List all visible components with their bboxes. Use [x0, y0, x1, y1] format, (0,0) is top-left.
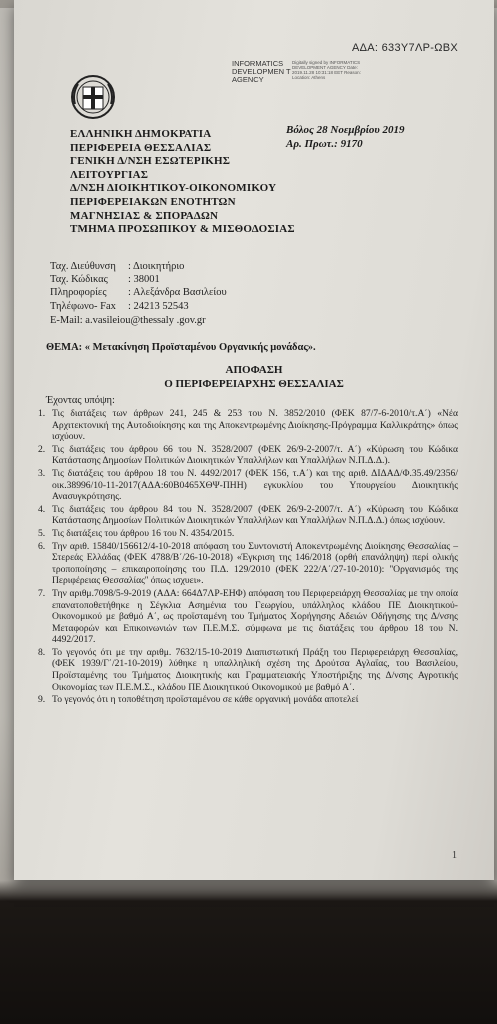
item-text: Τις διατάξεις του άρθρου 16 του Ν. 4354/2015.: [52, 527, 235, 539]
decision-title: ΑΠΟΦΑΣΗ: [225, 364, 283, 376]
contact-row: [50, 300, 227, 313]
contact-label: Ταχ. Κώδικας: [50, 274, 108, 286]
digital-signature-label: INFORMATICS DEVELOPMEN T AGENCY: [232, 59, 291, 84]
letterhead: [70, 128, 295, 237]
decision-intro: Έχοντας υπόψη:: [46, 395, 115, 406]
contact-row: [50, 260, 227, 273]
protocol-number: Αρ. Πρωτ.: 9170: [286, 137, 363, 150]
letterhead-line: ΤΜΗΜΑ ΠΡΟΣΩΠΙΚΟΥ & ΜΙΣΘΟΔΟΣΙΑΣ: [70, 223, 295, 236]
greek-emblem-icon: [70, 74, 116, 120]
item-text: Την αριθ. 15840/156612/4-10-2018 απόφαση του Συντονιστή Αποκεντρωμένης Διοίκησης Θεσσαλίας – Στερεάς Ελλάδας (ΦΕΚ 4788/Β΄/26-10-2018) «Έγκριση της 146/2018 (ορθή επανάληψη) περί ολικής τροποποίησης – επικαιροποίησης του Π.Δ. 129/2010 (ΦΕΚ 222/Α΄/27-10-2010): ''Οργανισμός της Περιφέρειας Θεσσαλίας'' όπως ισχυει».: [52, 540, 458, 587]
letterhead-line: Δ/ΝΣΗ ΔΙΟΙΚΗΤΙΚΟΥ-ΟΙΚΟΝΟΜΙΚΟΥ: [70, 182, 277, 195]
contact-email: E-Mail: a.vasileiou@thessaly .gov.gr: [50, 315, 206, 326]
letterhead-line: ΓΕΝΙΚΗ Δ/ΝΣΗ ΕΣΩΤΕΡΙΚΗΣ: [70, 155, 231, 168]
item-number: 2.: [38, 443, 46, 455]
letterhead-line: ΠΕΡΙΦΕΡΕΙΑΚΩΝ ΕΝΟΤΗΤΩΝ: [70, 195, 236, 208]
item-number: 5.: [38, 527, 46, 539]
letterhead-line: ΜΑΓΝΗΣΙΑΣ & ΣΠΟΡΑΔΩΝ: [70, 209, 219, 222]
letterhead-line: ΕΛΛΗΝΙΚΗ ΔΗΜΟΚΡΑΤΙΑ: [70, 128, 212, 140]
list-item: [38, 504, 458, 527]
item-number: 7.: [38, 587, 46, 599]
item-text: Τις διατάξεις του άρθρου 66 του Ν. 3528/2007 (ΦΕΚ 26/9-2-2007/τ. Α΄) «Κύρωση του Κώδικα Κατάστασης Δημοσίων Πολιτικών Διοικητικών Υπαλλήλων και Υπαλλήλων Ν.Π.Δ.Δ.).: [52, 443, 458, 467]
item-number: 4.: [38, 503, 46, 515]
item-text: Τις διατάξεις του άρθρου 84 του Ν. 3528/2007 (ΦΕΚ 26/9-2-2007/τ. Α΄) «Κύρωση του Κώδικα Κατάστασης Δημοσίων Πολιτικών Διοικητικών Υπαλλήλων και Υπαλλήλων Ν.Π.Δ.Δ.) όπως ισχύουν.: [52, 503, 458, 527]
item-number: 8.: [38, 646, 46, 658]
contact-info: [50, 260, 227, 313]
letterhead-line: ΛΕΙΤΟΥΡΓΙΑΣ: [70, 168, 149, 181]
document-date: Βόλος 28 Νοεμβρίου 2019: [286, 124, 405, 136]
contact-value: : 24213 52543: [128, 300, 189, 312]
letterhead-line: ΠΕΡΙΦΕΡΕΙΑ ΘΕΣΣΑΛΙΑΣ: [70, 141, 212, 154]
contact-row: [50, 286, 227, 299]
contact-row: [50, 273, 227, 286]
list-item: [38, 647, 458, 693]
subject-line: ΘΕΜΑ: « Μετακίνηση Προϊσταμένου Οργανικής μονάδας».: [46, 342, 316, 353]
item-text: Τις διατάξεις του άρθρου 18 του Ν. 4492/2017 (ΦΕΚ 156, τ.Α΄) και της αριθ. ΔΙΔΑΔ/Φ.35.49/2356/οικ.38996/10-11-2017(ΑΔΑ:60Β0465ΧΘΨ-ΠΗΗ) εγκυκλίου του Υπουργείου Διοικητικής Ανασυγκρότησης.: [52, 467, 458, 503]
item-number: 9.: [38, 694, 46, 706]
item-text: Το γεγονός ότι με την αριθμ. 7632/15-10-2019 Διαπιστωτική Πράξη του Περιφερειάρχη Θεσσαλίας, (ΦΕΚ 1939/Γ΄/21-10-2019) λύθηκε η υπαλληλική σχέση της Δρούτσα Αγλαΐας, του Βασιλείου, Προϊσταμένης του Τμήματος Διοικητικής και Γραμματειακής Υποστήριξης της Δ/νσης Αγροτικής Οικονομίας των Π.Ε.Μ.Σ., κλάδου ΠΕ Διοικητικού Οικονομικού με βαθμό Α΄.: [52, 646, 458, 693]
list-item: [38, 528, 458, 540]
contact-label: Τηλέφωνο- Fax: [50, 300, 116, 312]
date-block: [286, 124, 405, 151]
list-item: [38, 541, 458, 587]
contact-value: : 38001: [128, 274, 160, 286]
item-text: Το γεγονός ότι η τοποθέτηση προϊσταμένου σε κάθε οργανική μονάδα αποτελεί: [52, 694, 359, 706]
list-item: [38, 468, 458, 503]
list-item: [38, 588, 458, 646]
digital-signature-details: Digitally signed by INFORMATICS DEVELOPMENT AGENCY Date: 2019.11.28 10:31:18 EET Reason: Location: Athens: [292, 60, 361, 80]
list-item: [38, 444, 458, 467]
decision-author: Ο ΠΕΡΙΦΕΡΕΙΑΡΧΗΣ ΘΕΣΣΑΛΙΑΣ: [164, 378, 344, 390]
item-number: 3.: [38, 467, 46, 479]
page-number: 1: [452, 850, 457, 861]
contact-label: Ταχ. Διεύθυνση: [50, 261, 116, 272]
considerations-list: [38, 408, 458, 707]
item-number: 1.: [38, 408, 46, 419]
item-text: Την αριθμ.7098/5-9-2019 (ΑΔΑ: 664Δ7ΛΡ-ΕΗΦ) απόφαση του Περιφερειάρχη Θεσσαλίας με την οποία επανατοποθετήθηκε η Σέγκλια Ασημένια του Γεωργίου, υπάλληλος κλάδου ΠΕ Διοικητικού-Οικονομικού με βαθμό Α΄, ως προϊσταμένη του Τμήματος Χορήγησης Αδειών Οδήγησης της Δ/νσης Μεταφορών και Επικοινωνιών των Π.Ε.Μ.Σ. σύμφωνα με τις διατάξεις του άρθρου 18 του Ν. 4492/2017.: [52, 587, 458, 646]
list-item: [38, 694, 458, 706]
contact-value: : Αλεξάνδρα Βασιλείου: [128, 287, 227, 299]
item-text: Τις διατάξεις των άρθρων 241, 245 & 253 του Ν. 3852/2010 (ΦΕΚ 87/7-6-2010/τ.Α΄) «Νέα Αρχιτεκτονική της Αυτοδιοίκησης και της Αποκεντρωμένης Διοίκησης-Πρόγραμμα Καλλικράτης» όπως ισχύουν.: [52, 408, 458, 443]
item-number: 6.: [38, 540, 46, 552]
list-item: [38, 408, 458, 443]
ada-code: ΑΔΑ: 633Υ7ΛΡ-ΩΒΧ: [352, 42, 458, 54]
contact-label: Πληροφορίες: [50, 287, 107, 299]
contact-value: : Διοικητήριο: [128, 261, 185, 272]
document-page: [14, 0, 494, 880]
